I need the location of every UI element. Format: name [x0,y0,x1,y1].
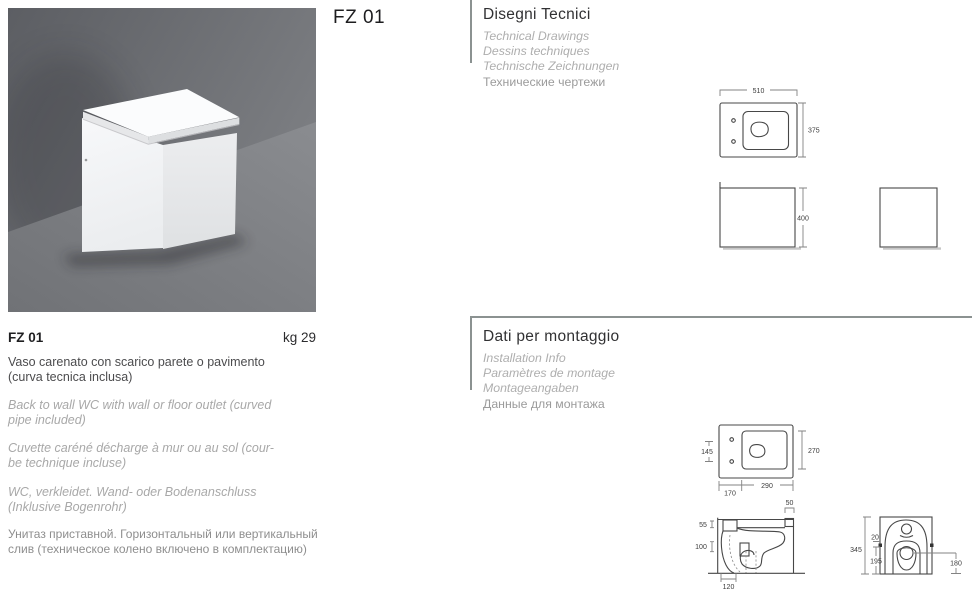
dim-label-100: 100 [695,544,707,551]
desc-line: (Inklusive Bogenrohr) [8,499,127,514]
dim-label-120: 120 [722,584,735,591]
description-it [8,355,320,385]
desc-line: be technique incluse) [8,455,127,470]
fixing-point-left [879,544,883,548]
front-face-dot [85,159,88,162]
dim-label-195: 195 [870,558,882,566]
dim-label-345: 345 [850,547,862,554]
subtitle-en: Installation Info [483,351,566,365]
dim-label-270: 270 [808,448,820,455]
dim-label-180: 180 [950,560,962,568]
desc-line: Vaso carenato con scarico parete o pavimento [8,355,265,369]
side-view-drawing [720,182,809,249]
dim-label-20: 20 [871,534,879,542]
plan-view-drawing [701,425,820,498]
subtitle-fr: Dessins techniques [483,44,590,59]
divider-vertical-technical [470,0,472,63]
installation-drawings [690,415,972,609]
subtitle-de: Technische Zeichnungen [483,59,620,74]
divider-horizontal [470,316,972,318]
desc-line: Унитаз приставной. Горизонтальный или вертикальный [8,527,318,541]
product-photo-image [8,8,316,312]
subtitle-fr: Paramètres de montage [483,366,615,381]
description-en [8,398,320,428]
technical-drawings [690,80,972,275]
subtitle-ru: Данные для монтажа [483,396,605,411]
desc-line: слив (техническое колено включено в комплектацию) [8,541,307,556]
product-code: FZ 01 [8,330,44,345]
divider-vertical-installation [470,318,472,390]
desc-line: (curva tecnica inclusa) [8,369,133,384]
section-title-technical: Disegni Tecnici [483,6,591,23]
dim-label-50: 50 [785,500,794,507]
page-title: FZ 01 [333,7,386,28]
bowl-profile [737,528,785,568]
desc-line: Back to wall WC with wall or floor outlet (curved [8,398,272,412]
wc-side-face [163,133,237,249]
dim-label-290: 290 [761,482,773,490]
dim-label-145: 145 [701,449,713,456]
dim-label-170: 170 [724,490,736,498]
desc-line: WC, verkleidet. Wand- oder Bodenanschluss [8,485,257,499]
section-title-installation: Dati per montaggio [483,328,620,345]
description-de [8,485,320,515]
subtitle-de: Montageangaben [483,381,579,396]
dim-label-375: 375 [808,127,820,135]
section-technical-header [483,6,713,90]
dim-label-510: 510 [752,87,765,95]
top-view-drawing [720,88,820,157]
desc-line: pipe included) [8,412,86,427]
dim-label-400: 400 [797,215,809,223]
rear-view-drawing [850,517,962,574]
dim-label-55: 55 [699,522,707,529]
product-code-row [8,330,316,345]
subtitle-en: Technical Drawings [483,29,590,43]
product-photo [8,8,316,312]
fixing-point-right [930,544,934,548]
front-view-drawing [880,188,941,249]
subtitle-ru: Технические чертежи [483,74,606,89]
description-ru [8,527,320,557]
side-section-drawing [695,500,805,591]
desc-line: Cuvette caréné décharge à mur ou au sol (cour- [8,441,274,455]
product-weight: kg 29 [282,330,316,345]
section-installation-header [483,328,713,412]
description-fr [8,441,320,471]
